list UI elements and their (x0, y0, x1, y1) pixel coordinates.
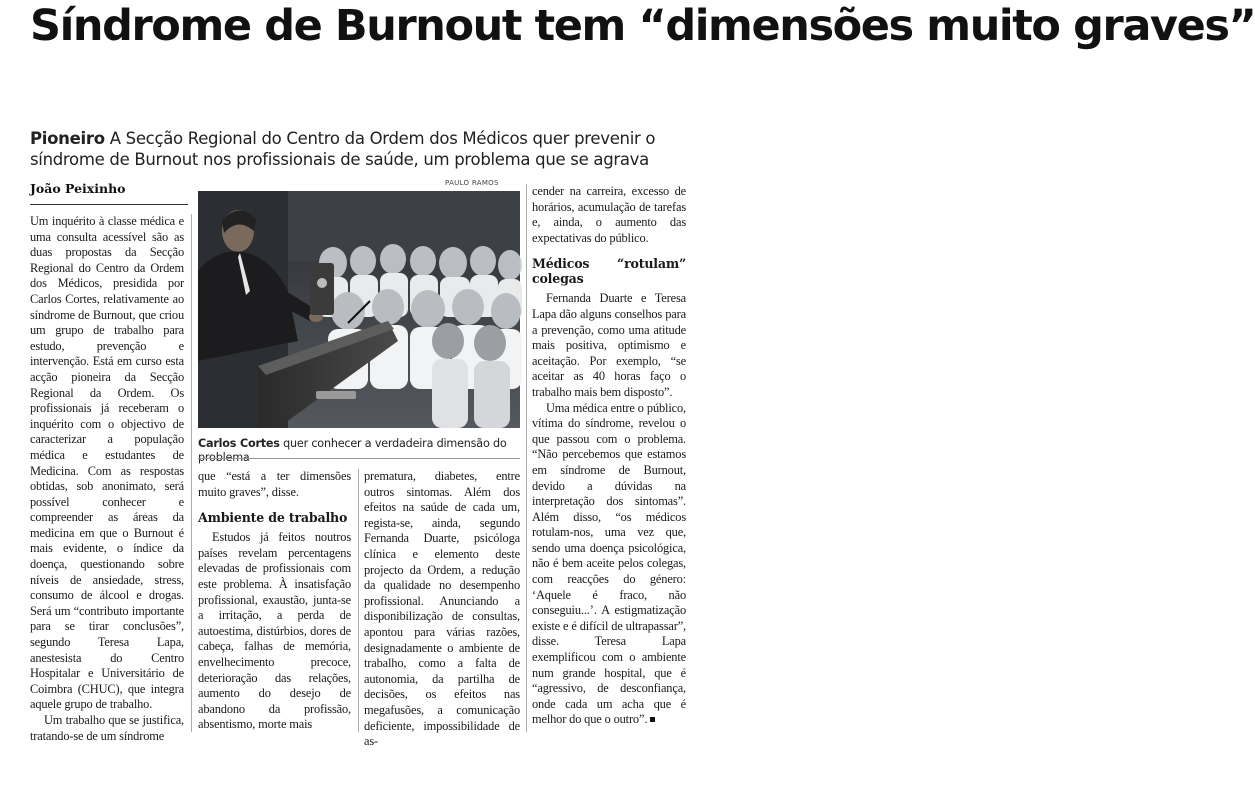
column-divider (191, 214, 192, 732)
byline: João Peixinho (30, 181, 126, 196)
column-2 (198, 469, 351, 733)
col2-paragraph-2: Estudos já feitos noutros países revelam percentagens elevadas de profissionais com este problema. À insatisfação profissional, exaustão, junta-se a irritação, a perda de autoestima, distúrbios, dores de cabeça, falhas de memória, envelhecimento precoce, deterioração das relações, aumento do desejo de abandono da profissão, absentismo, morte mais (198, 530, 351, 732)
column-divider (526, 184, 527, 732)
conference-scene-illustration (198, 191, 520, 428)
lead-paragraph (30, 128, 710, 170)
col3-paragraph-1: prematura, diabetes, entre outros sintomas. Além dos efeitos na saúde de cada um, regista-se, ainda, segundo Fernanda Duarte, psicóloga clínica e elemento deste projecto da Ordem, a redução da qualidade no desempenho profissional. Anunciando a disponibilização de consultas, apontou para várias razões, designadamente o ambiente de trabalho, como a falta de autonomia, da partilha de decisões, os efeitos nas megafusões, a comunicação deficiente, impossibilidade de as- (364, 469, 520, 749)
col4-paragraph-1: cender na carreira, excesso de horários, acumulação de tarefas e, ainda, o aumento das expectativas do público. (532, 184, 686, 245)
photo-credit: PAULO RAMOS (445, 179, 499, 187)
col4-paragraph-2: Fernanda Duarte e Teresa Lapa dão alguns conselhos para a prevenção, como uma atitude mais positiva, optimismo e aceitação. Por exemplo, “se aceitar as 40 horas faço o trabalho mais bem disposto”. (532, 291, 686, 399)
caption-name: Carlos Cortes (198, 437, 280, 450)
col1-paragraph-1: Um inquérito à classe médica e uma consulta acessível são as duas propostas da Secção Regional do Centro da Ordem dos Médicos, presidida por Carlos Cortes, relativamente ao síndrome de Burnout, que criou um grupo de trabalho para estudo, prevenção e intervenção. Está em curso esta acção pioneira da Secção Regional da Ordem. Os profissionais já receberam o inquérito com o objectivo de caracterizar a população médica e estudantes de Medicina. Com as respostas obtidas, sob anonimato, será possível conhecer e compreender as áreas da medicina em que o Burnout é mais evidente, o índice da doença, questionando sobre níveis de ansiedade, stress, consumo de álcool e drogas. Será um “contributo importante para se tirar conclusões”, segundo Teresa Lapa, anestesista do Centro Hospitalar e Universitário de Coimbra (CHUC), que integra aquele grupo de trabalho. (30, 214, 184, 712)
lead-kicker: Pioneiro (30, 129, 105, 148)
end-of-article-mark (650, 717, 655, 722)
col1-paragraph-2: Um trabalho que se justifica, tratando-se de um síndrome (30, 713, 184, 743)
caption-rule (198, 458, 520, 459)
column-4 (532, 184, 686, 728)
column-divider (358, 469, 359, 732)
section-heading-ambiente: Ambiente de trabalho (198, 510, 348, 526)
column-1 (30, 214, 184, 744)
col4-paragraph-3 (532, 401, 686, 728)
photo-caption (198, 437, 528, 465)
col2-paragraph-1: que “está a ter dimensões muito graves”, disse. (198, 469, 351, 499)
lead-text: A Secção Regional do Centro da Ordem dos Médicos quer prevenir o síndrome de Burnout nos profissionais de saúde, um problema que se agrava (30, 129, 656, 169)
column-3 (364, 469, 520, 750)
section-heading-medicos: Médicos “rotulam” colegas (532, 256, 686, 287)
article-photo (198, 191, 520, 428)
caption-text: quer conhecer a verdadeira dimensão do problema (198, 437, 507, 464)
headline: Síndrome de Burnout tem “dimensões muito graves” (30, 1, 1255, 51)
col4-paragraph-3-text: Uma médica entre o público, vítima do síndrome, revelou o que passou com o problema. “Não percebemos que estamos em síndrome de Burnout, devido a dúvidas na interpretação dos sintomas”. Além disso, “os médicos rotulam-nos, uma vez que, sendo uma doença psicológica, não é bem aceite pelos colegas, com reacções do género: ‘Aquele é fraco, não conseguiu...’. A estigmatização existe e é difícil de ultrapassar”, disse. Teresa Lapa exemplificou com o ambiente num grande hospital, que é “agressivo, de desconfiança, onde cada um acha que é melhor do que o outro”. (532, 400, 686, 727)
byline-rule (30, 204, 188, 205)
